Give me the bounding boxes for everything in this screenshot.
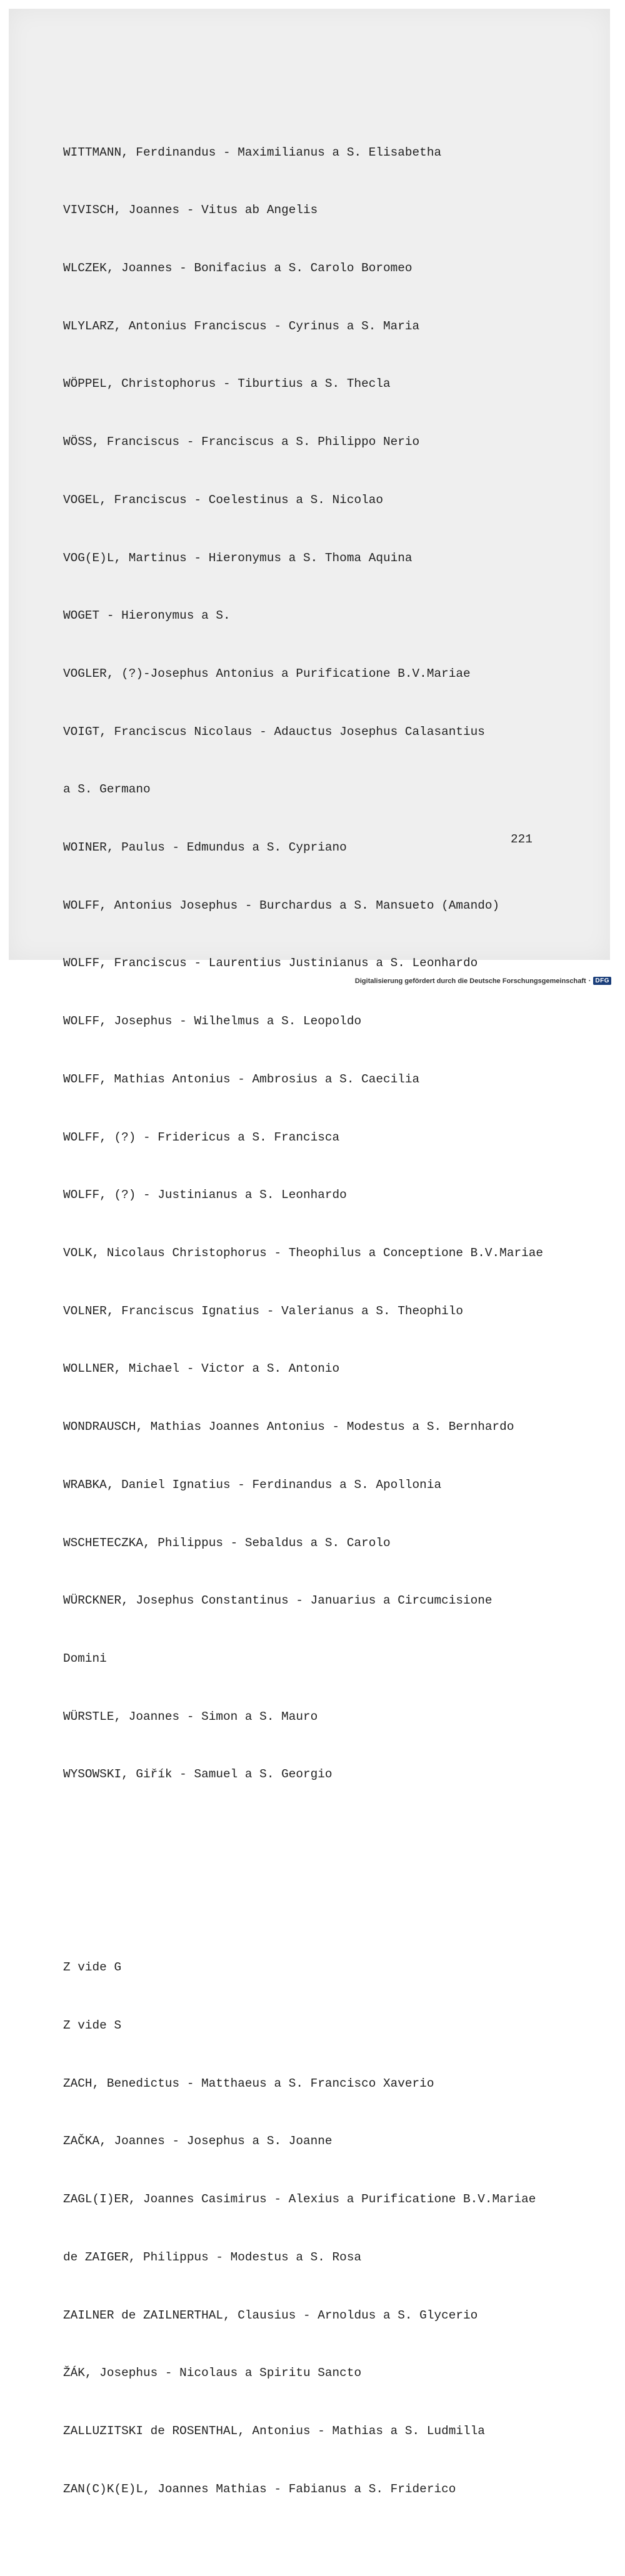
footer-text: Digitalisierung gefördert durch die Deutsche Forschungsgemeinschaft <box>354 977 586 985</box>
entry-line: WLCZEK, Joannes - Bonifacius a S. Carolo Boromeo <box>63 261 412 276</box>
entry-line: WOLFF, (?) - Fridericus a S. Francisca <box>63 1130 340 1144</box>
section-z-entries <box>63 1920 613 2538</box>
entry-line: VOIGT, Franciscus Nicolaus - Adauctus Josephus Calasantius <box>63 724 485 739</box>
footer-separator: · <box>588 977 591 985</box>
entry-line: ZAILNER de ZAILNERTHAL, Clausius - Arnoldus a S. Glycerio <box>63 2308 478 2322</box>
entry-line: VOG(E)L, Martinus - Hieronymus a S. Thoma Aquina <box>63 551 412 565</box>
entry-line: Z vide S <box>63 2019 122 2033</box>
entry-line: WLYLARZ, Antonius Franciscus - Cyrinus a S. Maria <box>63 319 420 333</box>
entry-line: VOGLER, (?)-Josephus Antonius a Purificatione B.V.Mariae <box>63 666 471 681</box>
entry-line: WOLFF, Antonius Josephus - Burchardus a S. Mansueto (Amando) <box>63 898 500 912</box>
entry-line: WOINER, Paulus - Edmundus a S. Cypriano <box>63 841 347 855</box>
entry-line: ZAGL(I)ER, Joannes Casimirus - Alexius a Purificatione B.V.Mariae <box>63 2192 536 2207</box>
entry-line: de ZAIGER, Philippus - Modestus a S. Rosa <box>63 2250 362 2264</box>
entry-line: a S. Germano <box>63 782 151 797</box>
section-gap <box>63 1862 613 1881</box>
entry-line: ZACH, Benedictus - Matthaeus a S. Francisco Xaverio <box>63 2076 434 2090</box>
entry-line: VOLNER, Franciscus Ignatius - Valerianus a S. Theophilo <box>63 1304 463 1318</box>
entry-line: WOLFF, Franciscus - Laurentius Justinianus a S. Leonhardo <box>63 956 478 971</box>
section-w-entries <box>63 104 613 1823</box>
page-number: 221 <box>511 832 532 846</box>
entry-line: WOLLNER, Michael - Victor a S. Antonio <box>63 1362 340 1376</box>
entry-line: ZAČKA, Joannes - Josephus a S. Joanne <box>63 2134 332 2149</box>
entry-line: VOGEL, Franciscus - Coelestinus a S. Nicolao <box>63 492 383 507</box>
entry-line: ZAN(C)K(E)L, Joannes Mathias - Fabianus a S. Friderico <box>63 2482 456 2496</box>
entry-line: WÖPPEL, Christophorus - Tiburtius a S. Thecla <box>63 377 391 391</box>
dfg-logo-icon: DFG <box>593 977 611 985</box>
entry-line: ZALLUZITSKI de ROSENTHAL, Antonius - Mathias a S. Ludmilla <box>63 2424 485 2438</box>
entry-line: WOLFF, Mathias Antonius - Ambrosius a S. Caecilia <box>63 1072 420 1086</box>
footer-credit <box>355 977 611 985</box>
entry-line: WÜRCKNER, Josephus Constantinus - Januarius a Circumcisione <box>63 1594 492 1608</box>
entry-line: WYSOWSKI, Giřík - Samuel a S. Georgio <box>63 1767 332 1782</box>
entry-line: VIVISCH, Joannes - Vitus ab Angelis <box>63 203 318 217</box>
register-text <box>63 66 613 2576</box>
entry-line: WÖSS, Franciscus - Franciscus a S. Philippo Nerio <box>63 435 420 449</box>
entry-line: WRABKA, Daniel Ignatius - Ferdinandus a S. Apollonia <box>63 1477 442 1492</box>
entry-line: WOLFF, Josephus - Wilhelmus a S. Leopoldo <box>63 1014 362 1029</box>
entry-line: VOLK, Nicolaus Christophorus - Theophilus a Conceptione B.V.Mariae <box>63 1246 543 1260</box>
entry-line: ŽÁK, Josephus - Nicolaus a Spiritu Sancto <box>63 2366 362 2380</box>
entry-line: WONDRAUSCH, Mathias Joannes Antonius - Modestus a S. Bernhardo <box>63 1420 514 1434</box>
entry-line: WITTMANN, Ferdinandus - Maximilianus a S. Elisabetha <box>63 145 442 159</box>
entry-line: WSCHETECZKA, Philippus - Sebaldus a S. Carolo <box>63 1535 391 1550</box>
entry-line: Z vide G <box>63 1960 122 1975</box>
entry-line: WOGET - Hieronymus a S. <box>63 609 231 623</box>
entry-line: Domini <box>63 1651 107 1665</box>
entry-line: WÜRSTLE, Joannes - Simon a S. Mauro <box>63 1709 318 1724</box>
entry-line: WOLFF, (?) - Justinianus a S. Leonhardo <box>63 1188 347 1202</box>
